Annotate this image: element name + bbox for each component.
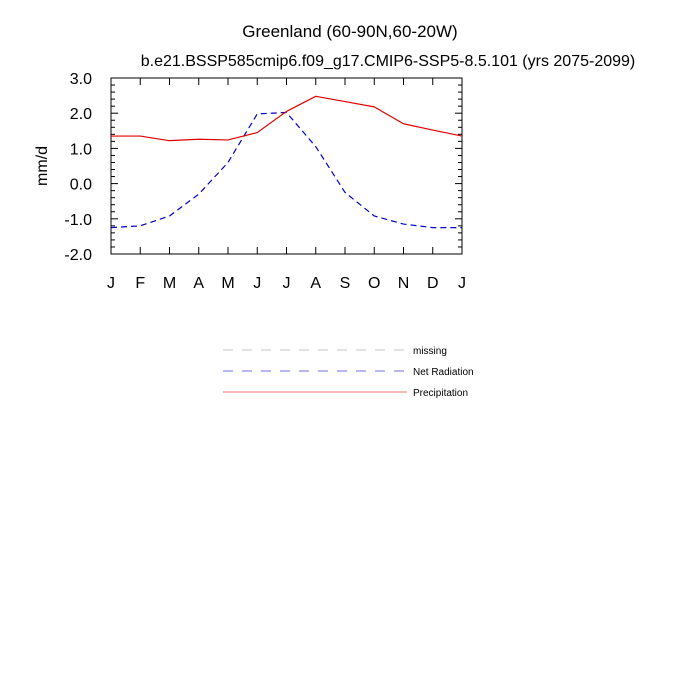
x-tick-label: M	[162, 275, 177, 292]
x-tick-label: O	[368, 275, 381, 292]
y-tick-label: 2.0	[69, 106, 92, 124]
x-tick-label: J	[458, 275, 466, 292]
x-tick-label: A	[310, 275, 322, 292]
series-line	[111, 113, 462, 228]
series-1	[111, 112, 462, 227]
y-tick-label: 1.0	[69, 141, 92, 159]
legend-label: Precipitation	[413, 388, 469, 399]
y-tick-label: 0.0	[69, 176, 92, 194]
series-2	[111, 96, 462, 140]
x-tick-label: J	[107, 275, 115, 292]
y-tick-labels	[64, 71, 92, 264]
legend	[223, 346, 474, 399]
chart-subtitle: b.e21.BSSP585cmip6.f09_g17.CMIP6-SSP5-8.5.101 (yrs 2075-2099)	[140, 53, 636, 70]
x-tick-label: D	[426, 275, 439, 292]
y-tick-label: 3.0	[69, 71, 92, 88]
x-tick-label: S	[339, 275, 351, 292]
y-axis-label: mm/d	[34, 146, 51, 186]
x-tick-label: F	[135, 275, 146, 292]
y-ticks	[111, 78, 462, 254]
legend-item	[223, 367, 474, 378]
x-tick-labels	[107, 275, 466, 292]
legend-label: Net Radiation	[413, 367, 474, 378]
x-tick-label: A	[193, 275, 205, 292]
x-ticks	[111, 78, 462, 254]
x-tick-label: J	[253, 275, 262, 292]
plot-area	[64, 71, 466, 292]
x-tick-label: M	[221, 275, 235, 292]
legend-label: missing	[413, 346, 447, 357]
plot-frame	[111, 78, 462, 254]
chart-title: Greenland (60-90N,60-20W)	[242, 22, 458, 41]
series-line	[111, 96, 462, 140]
y-tick-label: -2.0	[64, 247, 92, 264]
y-tick-label: -1.0	[64, 211, 92, 229]
legend-item	[223, 346, 447, 357]
x-tick-label: N	[397, 275, 410, 292]
x-tick-label: J	[282, 275, 291, 292]
legend-item	[223, 388, 468, 399]
